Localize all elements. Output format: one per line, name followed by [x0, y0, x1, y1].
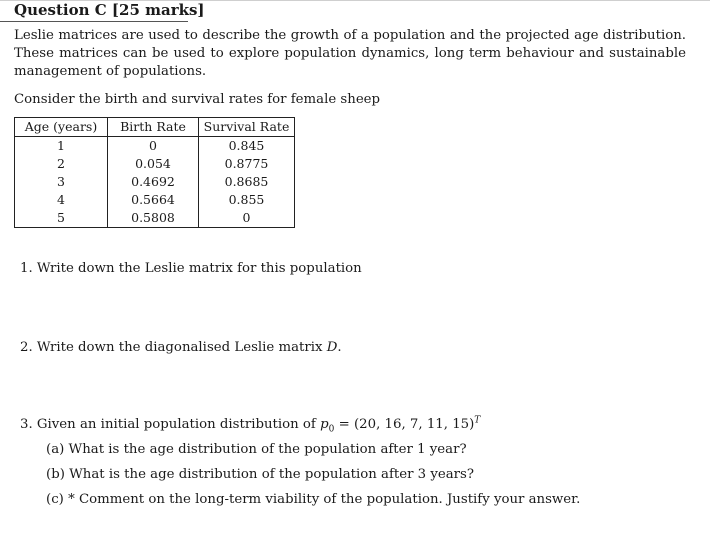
part-c-text: Comment on the long-term viability of the population. Justify your answer.: [78, 492, 581, 507]
cell-survival-rate: 0.8685: [224, 174, 269, 189]
intro-paragraph: Leslie matrices are used to describe the growth of a population and the projected age distribution. These matrices can be used to explore population dynamics, long term behaviour and sustainable management of populations.: [14, 28, 686, 79]
question-2: [20, 339, 342, 357]
cell-age: 1: [15, 137, 108, 156]
question-3a: [46, 441, 467, 459]
question-3-text: Given an initial population distribution of: [36, 417, 316, 432]
initial-vector: (20, 16, 7, 11, 15): [353, 417, 475, 432]
table-row: [15, 191, 295, 209]
question-marks: [25 marks]: [111, 1, 205, 19]
cell-age: 2: [15, 155, 108, 173]
cell-birth-rate: 0: [108, 137, 199, 156]
star-marker: *: [68, 492, 75, 507]
question-heading: [14, 0, 205, 20]
consider-sentence: Consider the birth and survival rates for female sheep: [14, 92, 381, 107]
part-c-label: (c): [46, 492, 64, 507]
question-2-period: .: [337, 340, 342, 355]
cell-age: 4: [15, 191, 108, 209]
part-a-label: (a): [46, 442, 65, 457]
cell-birth-rate: 0.054: [108, 155, 199, 173]
question-3: [20, 416, 480, 434]
question-2-number: 2.: [20, 340, 33, 355]
question-1: [20, 260, 362, 278]
question-title: Question C: [14, 1, 107, 19]
heading-underline: [0, 21, 188, 22]
table-header-row: [15, 118, 295, 137]
rates-table: [14, 117, 295, 228]
header-birth-rate: Birth Rate: [108, 118, 199, 137]
cell-survival-rate: 0.8775: [224, 156, 269, 171]
cell-survival-rate: 0.855: [228, 192, 265, 207]
cell-birth-rate: 0.5664: [108, 191, 199, 209]
cell-age: 5: [15, 209, 108, 228]
cell-birth-rate: 0.4692: [108, 173, 199, 191]
question-3b: [46, 466, 474, 484]
part-a-text: What is the age distribution of the population after 1 year?: [68, 442, 467, 457]
p-subscript: 0: [328, 424, 335, 435]
cell-survival-rate: 0: [242, 210, 251, 225]
part-b-label: (b): [46, 467, 65, 482]
table-row: [15, 137, 295, 156]
transpose-superscript: T: [474, 415, 481, 426]
equals-sign: =: [338, 417, 350, 432]
question-1-number: 1.: [20, 261, 33, 276]
question-1-text: Write down the Leslie matrix for this population: [36, 261, 362, 276]
cell-birth-rate: 0.5808: [108, 209, 199, 228]
p-symbol: p: [320, 417, 329, 432]
header-survival-rate: Survival Rate: [199, 118, 295, 137]
question-2-text: Write down the diagonalised Leslie matrix: [36, 340, 323, 355]
matrix-d-symbol: D: [326, 340, 338, 355]
table-row: [15, 155, 295, 173]
part-b-text: What is the age distribution of the population after 3 years?: [69, 467, 474, 482]
header-age: Age (years): [15, 118, 108, 137]
cell-age: 3: [15, 173, 108, 191]
question-3-number: 3.: [20, 417, 33, 432]
table-row: [15, 173, 295, 191]
question-3c: [46, 491, 580, 509]
cell-survival-rate: 0.845: [228, 138, 265, 153]
table-row: [15, 209, 295, 228]
